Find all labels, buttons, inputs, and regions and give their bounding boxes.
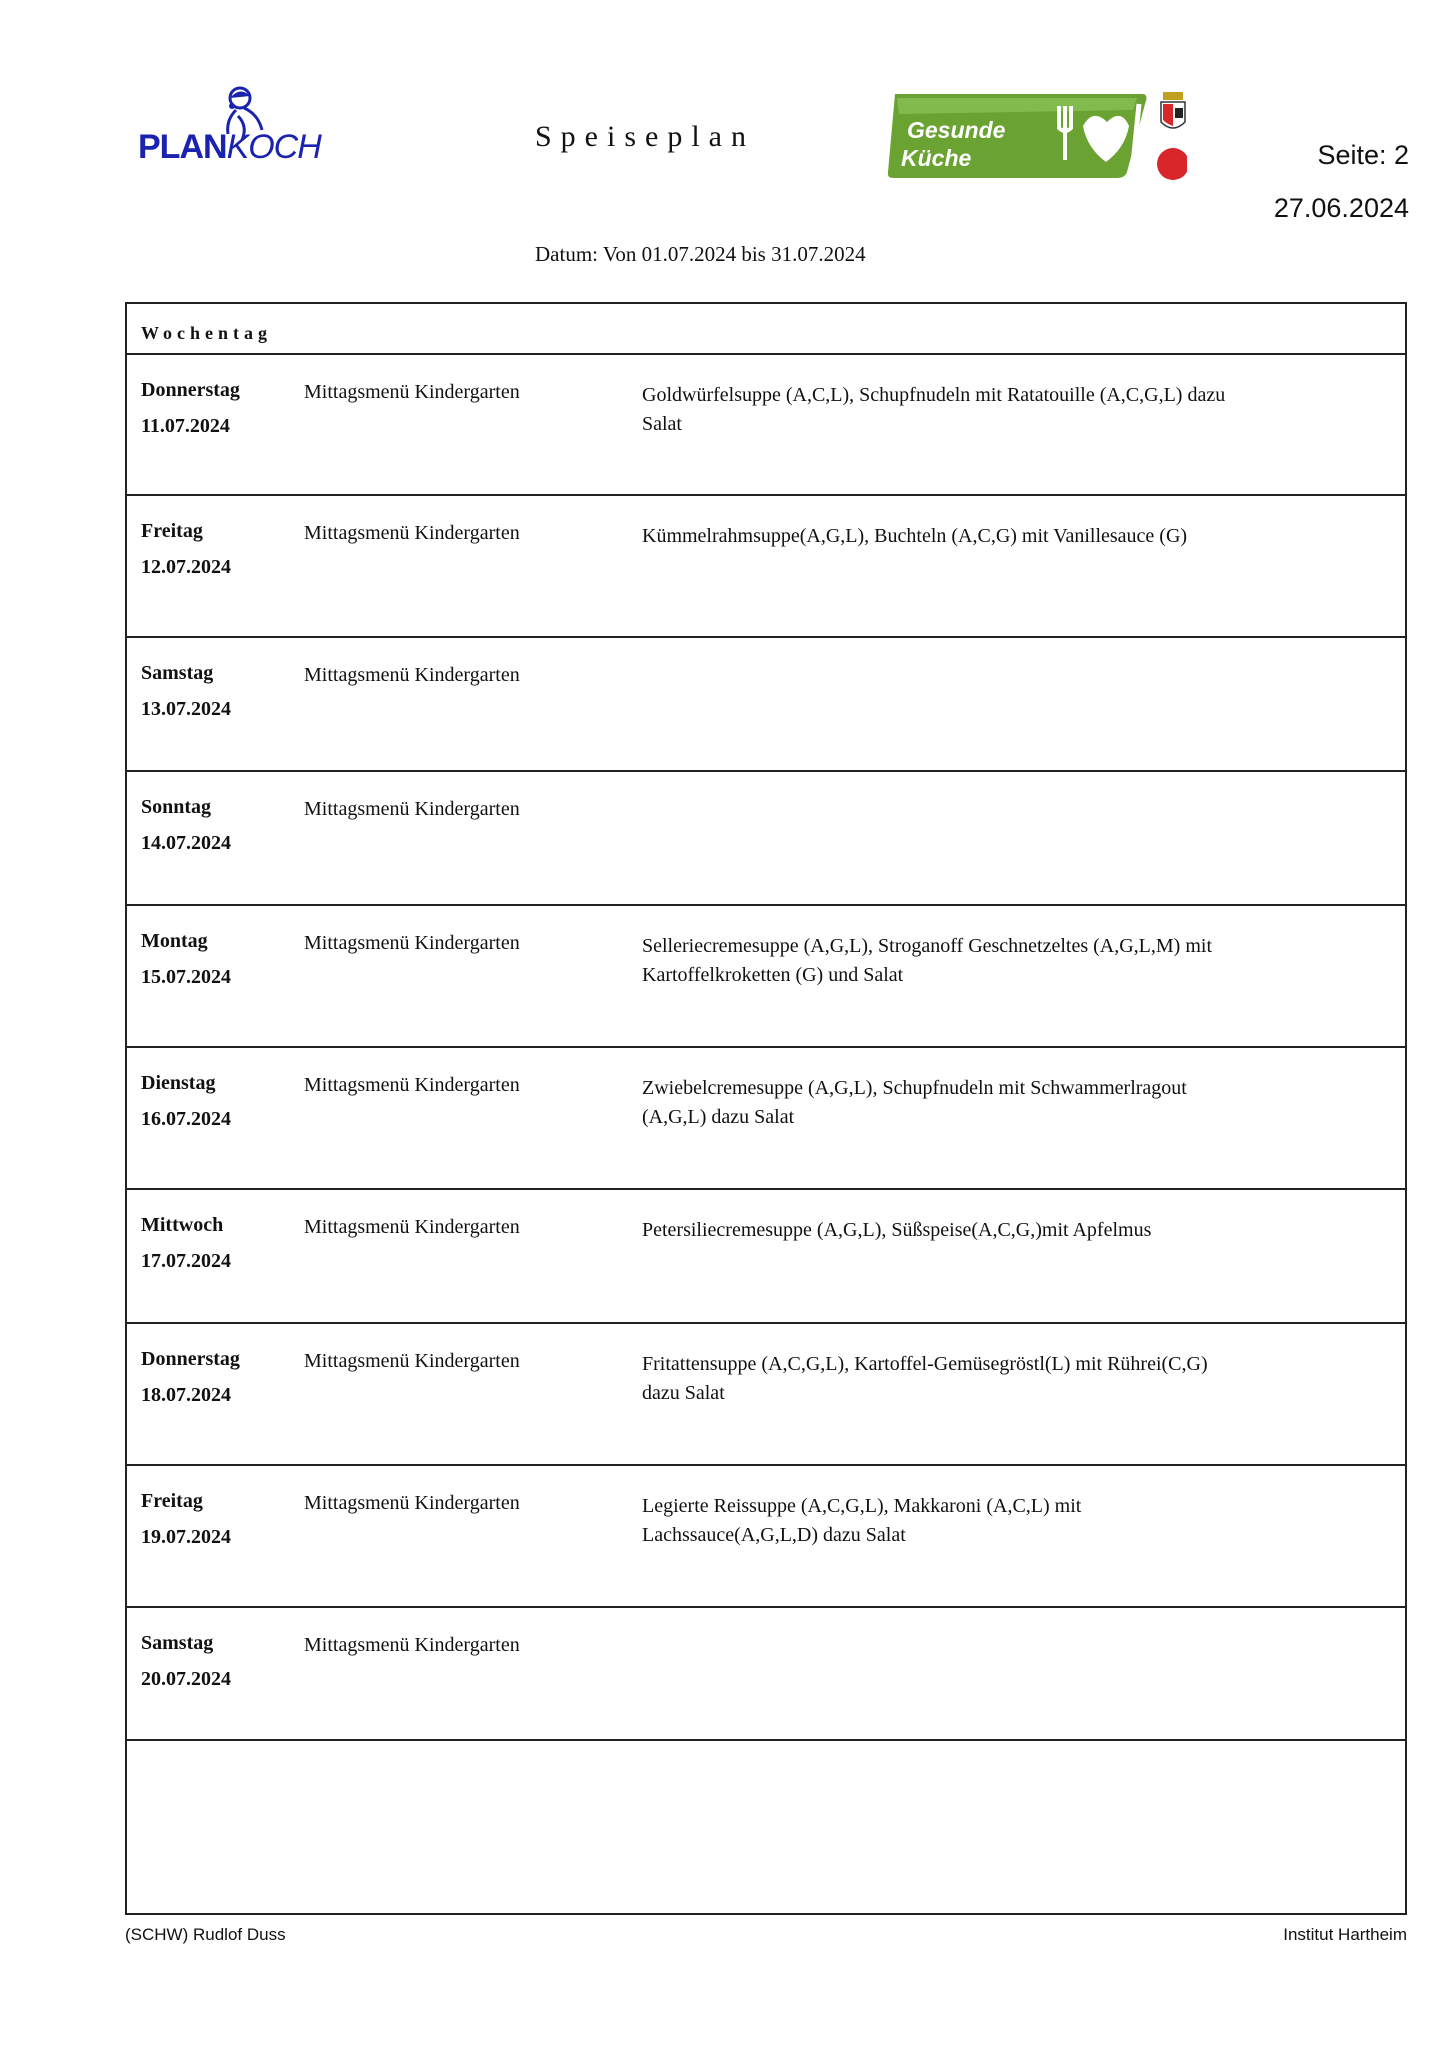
row-weekday: Dienstag — [141, 1072, 216, 1094]
gesunde-kueche-badge — [887, 88, 1187, 184]
row-weekday: Montag — [141, 930, 208, 952]
table-row — [127, 355, 1405, 496]
table-row — [127, 1190, 1405, 1324]
row-dish: Zwiebelcremesuppe (A,G,L), Schupfnudeln mit Schwammerlragout (A,G,L) dazu Salat — [642, 1077, 1187, 1128]
oberoesterreich-seal-icon — [1157, 148, 1187, 180]
row-weekday: Samstag — [141, 662, 214, 684]
row-date: 12.07.2024 — [141, 556, 231, 578]
date-range: Datum: Von 01.07.2024 bis 31.07.2024 — [535, 242, 866, 266]
row-weekday: Donnerstag — [141, 1348, 240, 1370]
table-row — [127, 638, 1405, 772]
table-row — [127, 772, 1405, 906]
row-weekday: Sonntag — [141, 796, 212, 818]
footer-author: (SCHW) Rudlof Duss — [125, 1925, 286, 1944]
row-dish: Fritattensuppe (A,C,G,L), Kartoffel-Gemüsegröstl(L) mit Rührei(C,G) dazu Salat — [642, 1353, 1208, 1404]
row-dish: Petersiliecremesuppe (A,G,L), Süßspeise(A,C,G,)mit Apfelmus — [642, 1219, 1152, 1241]
coat-of-arms-icon — [1161, 92, 1185, 128]
table-row — [127, 1466, 1405, 1608]
table-row — [127, 1324, 1405, 1466]
row-dish: Kümmelrahmsuppe(A,G,L), Buchteln (A,C,G) mit Vanillesauce (G) — [642, 525, 1188, 547]
row-menu: Mittagsmenü Kindergarten — [304, 1634, 520, 1656]
table-row — [127, 906, 1405, 1048]
menu-table — [125, 302, 1407, 1915]
row-date: 14.07.2024 — [141, 832, 231, 854]
row-menu: Mittagsmenü Kindergarten — [304, 932, 520, 954]
badge-line1: Gesunde — [907, 117, 1006, 143]
row-weekday: Donnerstag — [141, 379, 240, 401]
page-title: Speiseplan — [535, 120, 755, 153]
row-menu: Mittagsmenü Kindergarten — [304, 664, 520, 686]
print-date: 27.06.2024 — [1273, 193, 1409, 223]
row-dish: Legierte Reissuppe (A,C,G,L), Makkaroni (A,C,L) mit Lachssauce(A,G,L,D) dazu Salat — [642, 1495, 1082, 1546]
logo-text: PLANKOCH — [138, 128, 321, 166]
row-date: 13.07.2024 — [141, 698, 231, 720]
row-weekday: Freitag — [141, 1490, 203, 1512]
row-menu: Mittagsmenü Kindergarten — [304, 381, 520, 403]
row-date: 15.07.2024 — [141, 966, 231, 988]
row-date: 17.07.2024 — [141, 1250, 231, 1272]
row-menu: Mittagsmenü Kindergarten — [304, 1492, 520, 1514]
row-date: 19.07.2024 — [141, 1526, 231, 1548]
table-row — [127, 496, 1405, 638]
row-menu: Mittagsmenü Kindergarten — [304, 1216, 520, 1238]
column-header-weekday: Wochentag — [141, 323, 273, 343]
row-menu: Mittagsmenü Kindergarten — [304, 798, 520, 820]
row-dish: Selleriecremesuppe (A,G,L), Stroganoff Geschnetzeltes (A,G,L,M) mit Kartoffelkroketten (G) und Salat — [642, 935, 1213, 986]
footer-institution: Institut Hartheim — [1283, 1925, 1407, 1944]
table-row — [127, 1048, 1405, 1190]
row-menu: Mittagsmenü Kindergarten — [304, 1074, 520, 1096]
table-header — [127, 304, 1405, 355]
page-number: Seite: 2 — [1317, 140, 1409, 170]
row-weekday: Samstag — [141, 1632, 214, 1654]
row-date: 11.07.2024 — [141, 415, 230, 437]
row-dish: Goldwürfelsuppe (A,C,L), Schupfnudeln mit Ratatouille (A,C,G,L) dazu Salat — [642, 384, 1226, 435]
table-row — [127, 1608, 1405, 1741]
row-weekday: Freitag — [141, 520, 203, 542]
row-weekday: Mittwoch — [141, 1214, 224, 1236]
badge-line2: Küche — [901, 145, 972, 171]
row-menu: Mittagsmenü Kindergarten — [304, 522, 520, 544]
row-date: 18.07.2024 — [141, 1384, 231, 1406]
plankoch-logo — [138, 86, 338, 172]
row-date: 20.07.2024 — [141, 1668, 231, 1690]
row-menu: Mittagsmenü Kindergarten — [304, 1350, 520, 1372]
row-date: 16.07.2024 — [141, 1108, 231, 1130]
